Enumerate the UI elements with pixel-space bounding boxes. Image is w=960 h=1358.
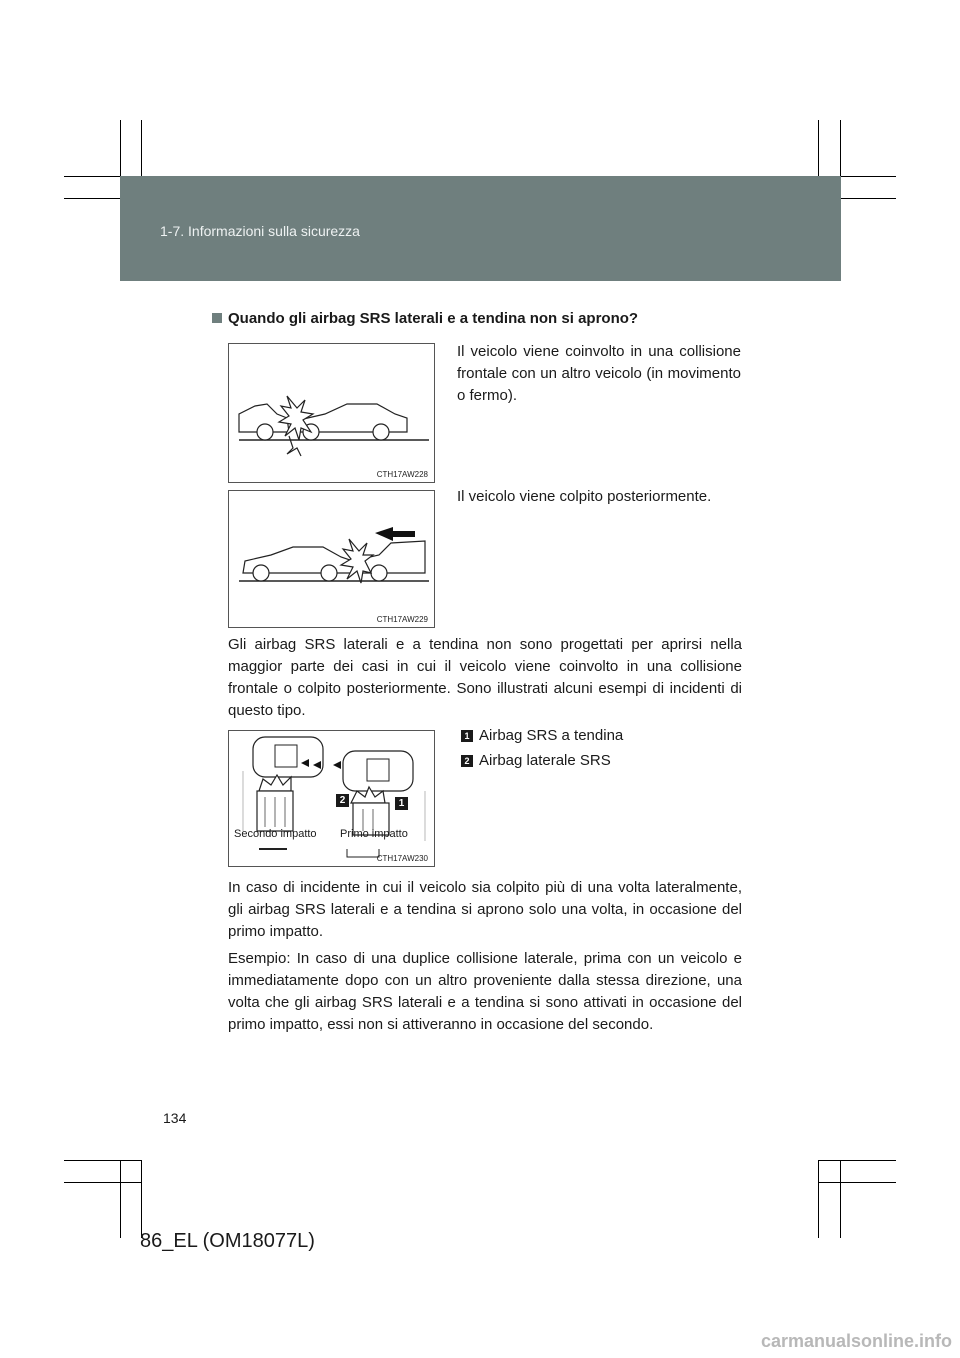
section-title: [212, 310, 638, 327]
label-second-impact: Secondo impatto: [234, 828, 317, 840]
crop-mark: [818, 1182, 896, 1183]
crop-mark: [64, 1160, 142, 1161]
legend-text: Airbag SRS a tendina: [479, 727, 624, 744]
figure-code: CTH17AW230: [376, 854, 428, 863]
frontal-collision-illustration: [229, 344, 436, 484]
crop-mark: [818, 1160, 896, 1161]
figure-frontal-collision: [228, 343, 435, 483]
crop-mark: [818, 1160, 819, 1238]
legend-text: Airbag laterale SRS: [479, 752, 611, 769]
legend-item: [461, 727, 623, 744]
figure-code: CTH17AW228: [376, 470, 428, 479]
section-title-text: Quando gli airbag SRS laterali e a tendina non si aprono?: [228, 310, 639, 327]
legend-badge: 2: [461, 755, 473, 767]
figure-caption: Il veicolo viene coinvolto in una collisione frontale con un altro veicolo (in movimento o fermo).: [457, 343, 741, 404]
legend-badge: 1: [461, 730, 473, 742]
legend-item: [461, 752, 611, 769]
figure-caption: Il veicolo viene colpito posteriormente.: [457, 488, 712, 505]
page-number: 134: [163, 1110, 187, 1126]
paragraph: Gli airbag SRS laterali e a tendina non sono progettati per aprirsi nella maggior parte dei casi in cui il veicolo viene coinvolto in una collisione frontale o colpito posteriormente. Sono illustrati alcuni esempi di incidenti di questo tipo.: [228, 636, 742, 719]
paragraph: Esempio: In caso di una duplice collisione laterale, prima con un veicolo e immediatamente dopo con un altro proveniente dalla stessa direzione, una volta che gli airbag SRS laterali e a tendina si sono attivati in occasione del primo impatto, essi non si attiveranno in occasione del secondo.: [228, 950, 742, 1033]
watermark: carmanualsonline.info: [760, 1331, 952, 1351]
badge-2: 2: [336, 794, 349, 807]
square-bullet-icon: [212, 313, 222, 323]
rear-collision-illustration: [229, 491, 436, 629]
crop-mark: [840, 1160, 841, 1238]
label-first-impact: Primo impatto: [340, 828, 408, 840]
section-header-title: 1-7. Informazioni sulla sicurezza: [160, 223, 360, 239]
figure-side-collision: [228, 730, 435, 867]
document-code: 86_EL (OM18077L): [140, 1230, 315, 1252]
badge-1: 1: [395, 797, 408, 810]
figure-code: CTH17AW229: [376, 615, 428, 624]
figure-rear-collision: [228, 490, 435, 628]
section-header: [120, 176, 841, 281]
paragraph: In caso di incidente in cui il veicolo sia colpito più di una volta lateralmente, gli airbag SRS laterali e a tendina si aprono solo una volta, in occasione del primo impatto.: [228, 879, 742, 940]
crop-mark: [64, 1182, 142, 1183]
crop-mark: [141, 1160, 142, 1238]
crop-mark: [120, 1160, 121, 1238]
